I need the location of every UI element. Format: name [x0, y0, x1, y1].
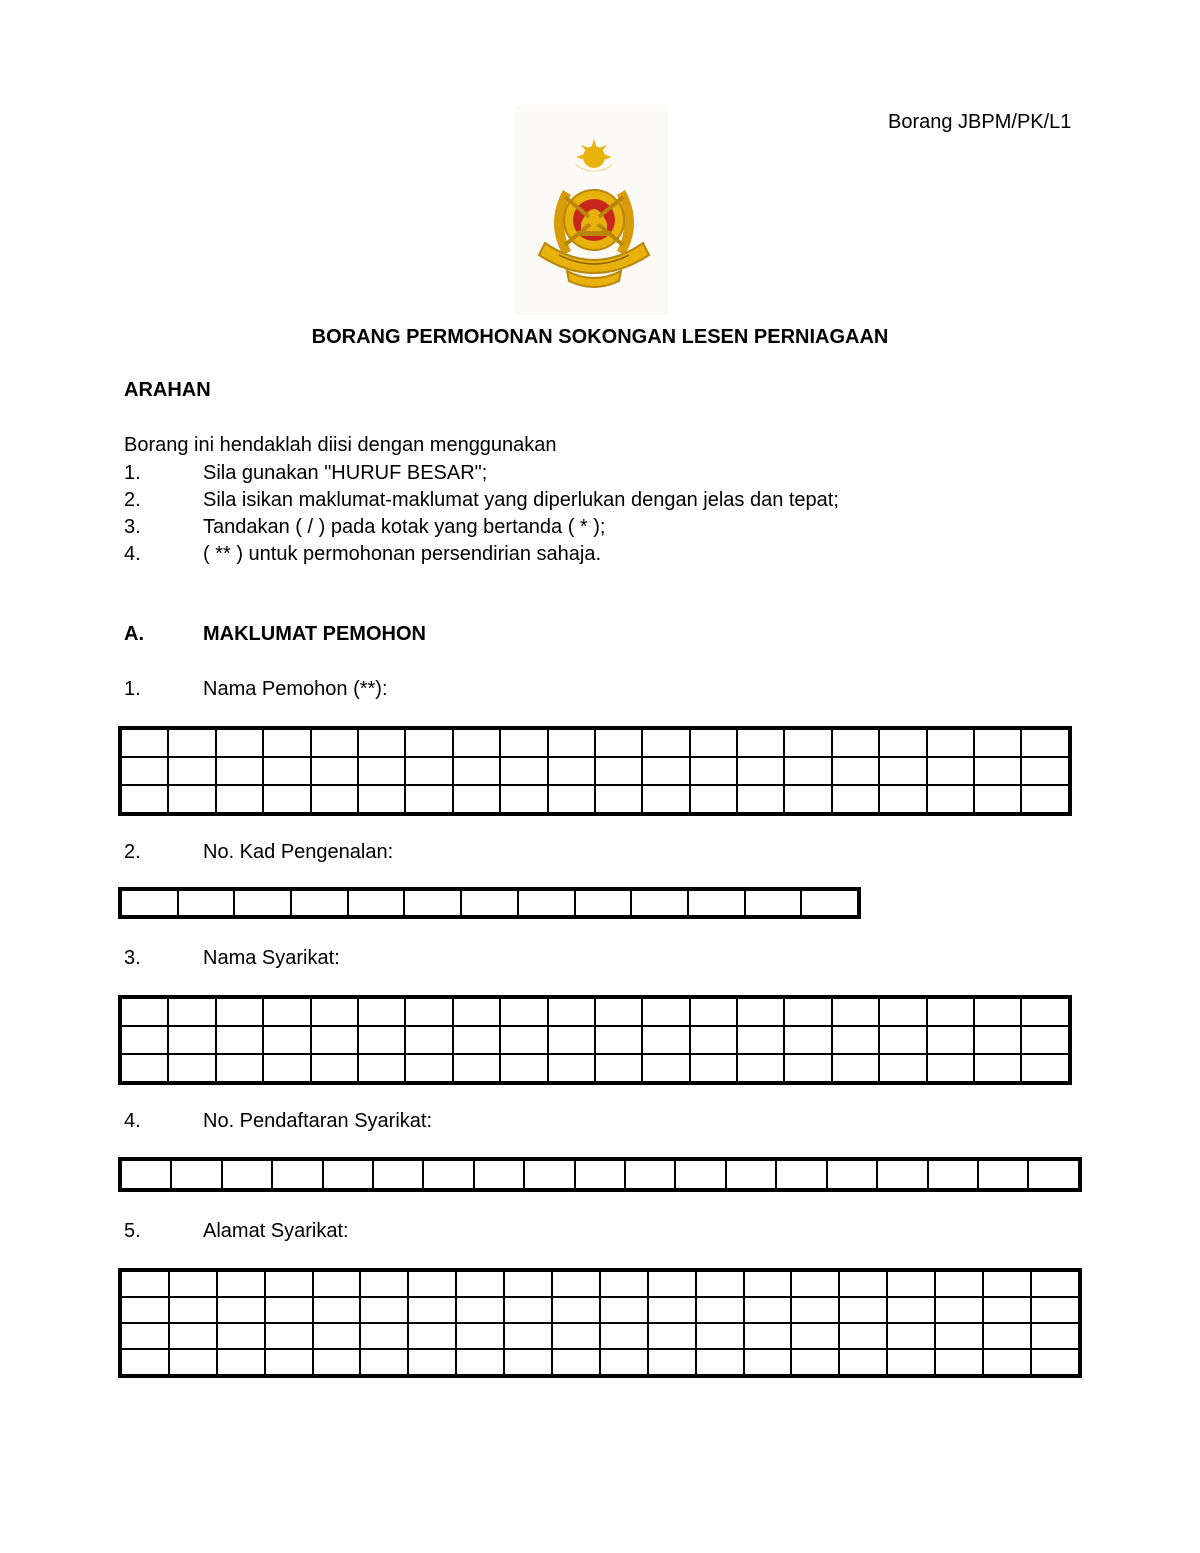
character-box[interactable] [405, 785, 452, 813]
character-box[interactable] [600, 1297, 648, 1323]
character-box[interactable] [311, 729, 358, 757]
character-box[interactable] [360, 1349, 408, 1375]
character-box[interactable] [500, 1054, 547, 1082]
character-box[interactable] [311, 757, 358, 785]
character-box[interactable] [408, 1323, 456, 1349]
box-row [121, 1054, 1069, 1082]
character-box[interactable] [737, 1054, 784, 1082]
character-box[interactable] [839, 1271, 887, 1297]
character-box[interactable] [744, 1297, 792, 1323]
character-box[interactable] [690, 785, 737, 813]
character-box[interactable] [983, 1349, 1031, 1375]
character-box[interactable] [504, 1323, 552, 1349]
ic-number-boxes[interactable] [120, 889, 859, 917]
character-box[interactable] [272, 1160, 322, 1189]
character-box[interactable] [978, 1160, 1028, 1189]
character-box[interactable] [453, 729, 500, 757]
character-box[interactable] [690, 998, 737, 1026]
character-box[interactable] [726, 1160, 776, 1189]
field-label-company-address: Alamat Syarikat: [203, 1220, 349, 1242]
box-row [121, 1271, 1079, 1297]
character-box[interactable] [313, 1271, 361, 1297]
character-box[interactable] [642, 785, 689, 813]
character-box[interactable] [552, 1271, 600, 1297]
character-box[interactable] [839, 1297, 887, 1323]
character-box[interactable] [552, 1349, 600, 1375]
character-box[interactable] [927, 757, 974, 785]
character-box[interactable] [500, 998, 547, 1026]
character-box[interactable] [1021, 757, 1069, 785]
character-box[interactable] [456, 1297, 504, 1323]
character-box[interactable] [121, 757, 168, 785]
character-box[interactable] [696, 1271, 744, 1297]
character-box[interactable] [784, 729, 831, 757]
field-label-ic-number: No. Kad Pengenalan: [203, 841, 394, 863]
character-box[interactable] [595, 729, 642, 757]
company-registration-boxes[interactable] [120, 1159, 1080, 1190]
character-box[interactable] [168, 1054, 215, 1082]
character-box[interactable] [974, 785, 1021, 813]
character-box[interactable] [216, 729, 263, 757]
character-box[interactable] [776, 1160, 826, 1189]
box-row [121, 998, 1069, 1026]
character-box[interactable] [265, 1297, 313, 1323]
character-box[interactable] [983, 1297, 1031, 1323]
character-box[interactable] [311, 998, 358, 1026]
box-row [121, 1297, 1079, 1323]
character-box[interactable] [504, 1297, 552, 1323]
character-box[interactable] [879, 729, 926, 757]
character-box[interactable] [827, 1160, 877, 1189]
character-box[interactable] [373, 1160, 423, 1189]
character-box[interactable] [927, 1026, 974, 1054]
character-box[interactable] [832, 729, 879, 757]
character-box[interactable] [927, 729, 974, 757]
character-box[interactable] [642, 757, 689, 785]
character-box[interactable] [216, 785, 263, 813]
character-box[interactable] [791, 1297, 839, 1323]
character-box[interactable] [595, 998, 642, 1026]
character-box[interactable] [168, 998, 215, 1026]
character-box[interactable] [548, 1026, 595, 1054]
character-box[interactable] [1031, 1323, 1079, 1349]
character-box[interactable] [879, 998, 926, 1026]
character-box[interactable] [832, 785, 879, 813]
box-row [121, 1160, 1079, 1189]
character-box[interactable] [1031, 1271, 1079, 1297]
applicant-name-boxes[interactable] [120, 728, 1070, 814]
character-box[interactable] [504, 1349, 552, 1375]
instruction-text: Sila isikan maklumat-maklumat yang diperlukan dengan jelas dan tepat; [203, 489, 839, 511]
character-box[interactable] [500, 729, 547, 757]
character-box[interactable] [358, 757, 405, 785]
character-box[interactable] [552, 1297, 600, 1323]
character-box[interactable] [648, 1271, 696, 1297]
character-box[interactable] [121, 1297, 169, 1323]
character-box[interactable] [360, 1297, 408, 1323]
character-box[interactable] [839, 1349, 887, 1375]
character-box[interactable] [311, 1054, 358, 1082]
character-box[interactable] [927, 998, 974, 1026]
character-box[interactable] [784, 1054, 831, 1082]
character-box[interactable] [405, 1026, 452, 1054]
character-box[interactable] [423, 1160, 473, 1189]
field-number: 2. [124, 841, 141, 863]
instruction-text: Tandakan ( / ) pada kotak yang bertanda ( * ); [203, 516, 606, 538]
bomba-crest-logo [515, 105, 668, 315]
character-box[interactable] [121, 1349, 169, 1375]
character-box[interactable] [784, 1026, 831, 1054]
character-box[interactable] [121, 890, 178, 916]
character-box[interactable] [217, 1349, 265, 1375]
character-box[interactable] [974, 1054, 1021, 1082]
character-box[interactable] [169, 1271, 217, 1297]
character-box[interactable] [744, 1271, 792, 1297]
character-box[interactable] [358, 1026, 405, 1054]
character-box[interactable] [217, 1271, 265, 1297]
character-box[interactable] [801, 890, 858, 916]
character-box[interactable] [595, 1054, 642, 1082]
character-box[interactable] [927, 785, 974, 813]
character-box[interactable] [625, 1160, 675, 1189]
character-box[interactable] [1021, 998, 1069, 1026]
character-box[interactable] [453, 757, 500, 785]
character-box[interactable] [168, 757, 215, 785]
character-box[interactable] [974, 998, 1021, 1026]
character-box[interactable] [548, 757, 595, 785]
character-box[interactable] [887, 1349, 935, 1375]
character-box[interactable] [121, 1323, 169, 1349]
character-box[interactable] [1028, 1160, 1079, 1189]
character-box[interactable] [737, 757, 784, 785]
character-box[interactable] [745, 890, 802, 916]
character-box[interactable] [1021, 1054, 1069, 1082]
character-box[interactable] [121, 729, 168, 757]
character-box[interactable] [121, 998, 168, 1026]
character-box[interactable] [263, 729, 310, 757]
character-box[interactable] [1031, 1297, 1079, 1323]
character-box[interactable] [690, 1026, 737, 1054]
section-title: MAKLUMAT PEMOHON [203, 623, 426, 645]
character-box[interactable] [784, 998, 831, 1026]
bomba-crest-icon [515, 105, 668, 315]
character-box[interactable] [222, 1160, 272, 1189]
character-box[interactable] [696, 1349, 744, 1375]
character-box[interactable] [453, 785, 500, 813]
instruction-number: 2. [124, 489, 141, 511]
character-box[interactable] [1021, 785, 1069, 813]
instructions-heading: ARAHAN [124, 379, 211, 401]
character-box[interactable] [360, 1323, 408, 1349]
character-box[interactable] [879, 1026, 926, 1054]
character-box[interactable] [405, 998, 452, 1026]
character-box[interactable] [983, 1271, 1031, 1297]
character-box[interactable] [216, 757, 263, 785]
character-box[interactable] [121, 1160, 171, 1189]
character-box[interactable] [1021, 729, 1069, 757]
character-box[interactable] [265, 1271, 313, 1297]
character-box[interactable] [887, 1323, 935, 1349]
character-box[interactable] [217, 1297, 265, 1323]
character-box[interactable] [832, 1054, 879, 1082]
instruction-text: Sila gunakan "HURUF BESAR"; [203, 462, 488, 484]
character-box[interactable] [500, 785, 547, 813]
character-box[interactable] [737, 785, 784, 813]
character-box[interactable] [404, 890, 461, 916]
character-box[interactable] [168, 729, 215, 757]
character-box[interactable] [690, 729, 737, 757]
character-box[interactable] [311, 785, 358, 813]
character-box[interactable] [877, 1160, 927, 1189]
character-box[interactable] [690, 757, 737, 785]
character-box[interactable] [216, 998, 263, 1026]
box-row [121, 1323, 1079, 1349]
character-box[interactable] [595, 1026, 642, 1054]
character-box[interactable] [744, 1349, 792, 1375]
character-box[interactable] [548, 785, 595, 813]
character-box[interactable] [453, 998, 500, 1026]
character-box[interactable] [168, 1026, 215, 1054]
character-box[interactable] [595, 757, 642, 785]
character-box[interactable] [263, 785, 310, 813]
character-box[interactable] [600, 1271, 648, 1297]
instruction-number: 4. [124, 543, 141, 565]
character-box[interactable] [879, 785, 926, 813]
instruction-number: 3. [124, 516, 141, 538]
box-row [121, 890, 858, 916]
form-code: Borang JBPM/PK/L1 [888, 111, 1072, 133]
character-box[interactable] [358, 998, 405, 1026]
character-box[interactable] [121, 1054, 168, 1082]
character-box[interactable] [234, 890, 291, 916]
character-box[interactable] [887, 1297, 935, 1323]
character-box[interactable] [405, 1054, 452, 1082]
instruction-text: ( ** ) untuk permohonan persendirian sahaja. [203, 543, 602, 565]
character-box[interactable] [784, 785, 831, 813]
character-box[interactable] [648, 1349, 696, 1375]
character-box[interactable] [595, 785, 642, 813]
character-box[interactable] [169, 1297, 217, 1323]
character-box[interactable] [675, 1160, 725, 1189]
character-box[interactable] [575, 890, 632, 916]
instructions-intro: Borang ini hendaklah diisi dengan menggunakan [124, 434, 557, 456]
character-box[interactable] [648, 1297, 696, 1323]
character-box[interactable] [791, 1323, 839, 1349]
character-box[interactable] [358, 1054, 405, 1082]
character-box[interactable] [744, 1323, 792, 1349]
character-box[interactable] [927, 1054, 974, 1082]
character-box[interactable] [408, 1349, 456, 1375]
character-box[interactable] [453, 1054, 500, 1082]
field-label-company-name: Nama Syarikat: [203, 947, 340, 969]
box-row [121, 1349, 1079, 1375]
character-box[interactable] [737, 998, 784, 1026]
character-box[interactable] [461, 890, 518, 916]
character-box[interactable] [518, 890, 575, 916]
character-box[interactable] [313, 1349, 361, 1375]
character-box[interactable] [121, 1026, 168, 1054]
character-box[interactable] [169, 1323, 217, 1349]
character-box[interactable] [928, 1160, 978, 1189]
character-box[interactable] [935, 1323, 983, 1349]
character-box[interactable] [121, 785, 168, 813]
character-box[interactable] [456, 1349, 504, 1375]
character-box[interactable] [313, 1323, 361, 1349]
character-box[interactable] [935, 1349, 983, 1375]
character-box[interactable] [1021, 1026, 1069, 1054]
character-box[interactable] [405, 757, 452, 785]
company-address-boxes[interactable] [120, 1270, 1080, 1376]
character-box[interactable] [168, 785, 215, 813]
character-box[interactable] [408, 1297, 456, 1323]
form-title: BORANG PERMOHONAN SOKONGAN LESEN PERNIAGAAN [311, 326, 889, 348]
character-box[interactable] [690, 1054, 737, 1082]
character-box[interactable] [263, 757, 310, 785]
character-box[interactable] [600, 1323, 648, 1349]
box-row [121, 785, 1069, 813]
character-box[interactable] [737, 729, 784, 757]
character-box[interactable] [696, 1323, 744, 1349]
character-box[interactable] [474, 1160, 524, 1189]
character-box[interactable] [784, 757, 831, 785]
box-row [121, 729, 1069, 757]
character-box[interactable] [642, 998, 689, 1026]
character-box[interactable] [974, 1026, 1021, 1054]
character-box[interactable] [291, 890, 348, 916]
character-box[interactable] [311, 1026, 358, 1054]
character-box[interactable] [552, 1323, 600, 1349]
character-box[interactable] [408, 1271, 456, 1297]
character-box[interactable] [600, 1349, 648, 1375]
field-label-company-registration: No. Pendaftaran Syarikat: [203, 1110, 433, 1132]
character-box[interactable] [548, 729, 595, 757]
field-label-applicant-name: Nama Pemohon (**): [203, 678, 388, 700]
field-number: 4. [124, 1110, 141, 1132]
character-box[interactable] [631, 890, 688, 916]
character-box[interactable] [575, 1160, 625, 1189]
character-box[interactable] [548, 1054, 595, 1082]
character-box[interactable] [887, 1271, 935, 1297]
character-box[interactable] [360, 1271, 408, 1297]
character-box[interactable] [1031, 1349, 1079, 1375]
character-box[interactable] [263, 1054, 310, 1082]
character-box[interactable] [265, 1349, 313, 1375]
character-box[interactable] [688, 890, 745, 916]
company-name-boxes[interactable] [120, 997, 1070, 1083]
character-box[interactable] [348, 890, 405, 916]
character-box[interactable] [216, 1026, 263, 1054]
character-box[interactable] [737, 1026, 784, 1054]
character-box[interactable] [642, 729, 689, 757]
character-box[interactable] [696, 1297, 744, 1323]
character-box[interactable] [504, 1271, 552, 1297]
character-box[interactable] [358, 729, 405, 757]
character-box[interactable] [313, 1297, 361, 1323]
character-box[interactable] [500, 1026, 547, 1054]
instruction-number: 1. [124, 462, 141, 484]
character-box[interactable] [456, 1271, 504, 1297]
character-box[interactable] [171, 1160, 221, 1189]
box-row [121, 757, 1069, 785]
character-box[interactable] [935, 1271, 983, 1297]
character-box[interactable] [879, 1054, 926, 1082]
character-box[interactable] [405, 729, 452, 757]
character-box[interactable] [879, 757, 926, 785]
field-number: 5. [124, 1220, 141, 1242]
character-box[interactable] [169, 1349, 217, 1375]
character-box[interactable] [217, 1323, 265, 1349]
character-box[interactable] [456, 1323, 504, 1349]
character-box[interactable] [832, 1026, 879, 1054]
character-box[interactable] [178, 890, 235, 916]
character-box[interactable] [648, 1323, 696, 1349]
character-box[interactable] [500, 757, 547, 785]
character-box[interactable] [323, 1160, 373, 1189]
field-number: 3. [124, 947, 141, 969]
character-box[interactable] [832, 998, 879, 1026]
character-box[interactable] [791, 1271, 839, 1297]
box-row [121, 1026, 1069, 1054]
character-box[interactable] [642, 1026, 689, 1054]
character-box[interactable] [983, 1323, 1031, 1349]
section-number: A. [124, 623, 144, 645]
character-box[interactable] [358, 785, 405, 813]
character-box[interactable] [642, 1054, 689, 1082]
character-box[interactable] [263, 998, 310, 1026]
character-box[interactable] [839, 1323, 887, 1349]
character-box[interactable] [121, 1271, 169, 1297]
character-box[interactable] [548, 998, 595, 1026]
character-box[interactable] [265, 1323, 313, 1349]
character-box[interactable] [935, 1297, 983, 1323]
character-box[interactable] [524, 1160, 574, 1189]
character-box[interactable] [453, 1026, 500, 1054]
character-box[interactable] [832, 757, 879, 785]
character-box[interactable] [791, 1349, 839, 1375]
character-box[interactable] [263, 1026, 310, 1054]
character-box[interactable] [974, 729, 1021, 757]
character-box[interactable] [216, 1054, 263, 1082]
field-number: 1. [124, 678, 141, 700]
character-box[interactable] [974, 757, 1021, 785]
